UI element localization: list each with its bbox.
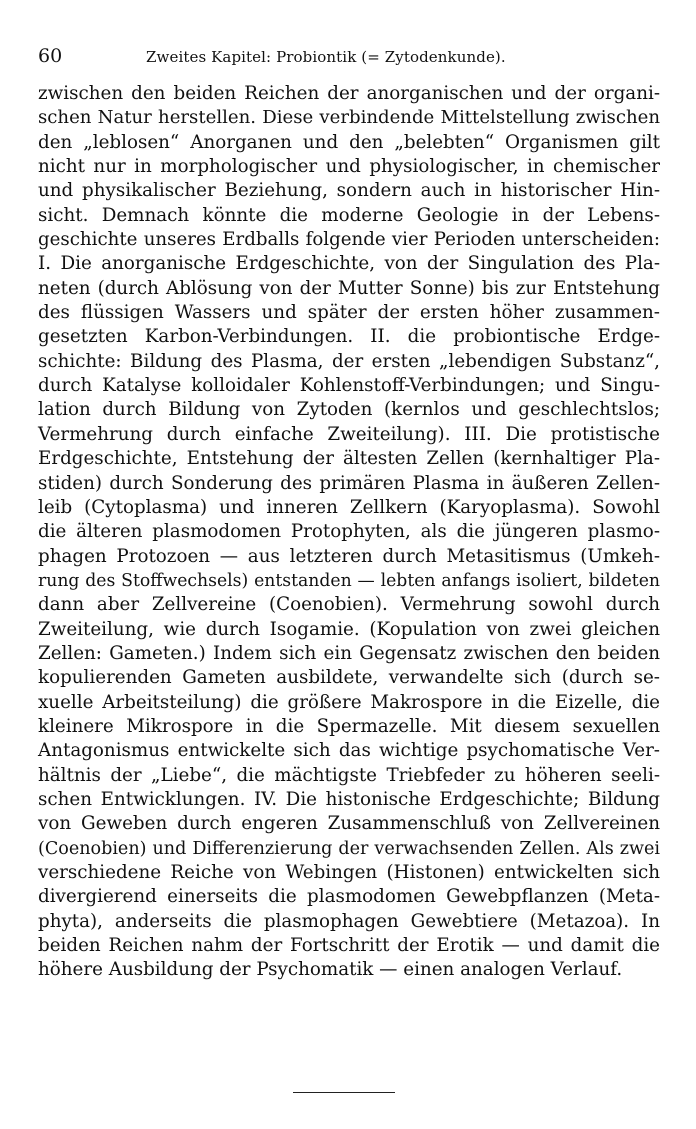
text-line: kleinere Mikrospore in die Spermazelle. Mit diesem sexuellen [38,715,660,737]
text-line: leib (Cytoplasma) und inneren Zellkern (Karyoplasma). Sowohl [38,496,660,518]
text-line: I. Die anorganische Erdgeschichte, von der Singulation des Pla- [38,253,660,275]
text-line: dann aber Zellvereine (Coenobien). Vermehrung sowohl durch [38,594,660,616]
text-line: Zellen: Gameten.) Indem sich ein Gegensatz zwischen den beiden [38,642,660,664]
text-line: zwischen den beiden Reichen der anorganischen und der organi- [38,83,660,104]
text-line: (Coenobien) und Differenzierung der verwachsenden Zellen. Als zwei [38,838,660,859]
text-line: hältnis der „Liebe“, die mächtigste Triebfeder zu höheren seeli- [38,764,660,786]
text-line: sicht. Demnach könnte die moderne Geologie in der Lebens- [38,204,660,226]
text-line: divergierend einerseits die plasmodomen Gewebpflanzen (Meta- [38,886,660,908]
text-line: lation durch Bildung von Zytoden (kernlos und geschlechtslos; [38,399,660,421]
text-line: phyta), anderseits die plasmophagen Gewebtiere (Metazoa). In [38,910,660,932]
text-line: geschichte unseres Erdballs folgende vier Perioden unterscheiden: [38,229,660,251]
running-title: Zweites Kapitel: Probiontik (= Zytodenkunde). [146,48,506,66]
text-line: schichte: Bildung des Plasma, der ersten „lebendigen Substanz“, [38,350,660,372]
page-header [38,44,658,68]
text-line: die älteren plasmodomen Protophyten, als die jüngeren plasmo- [38,521,660,543]
text-line: gesetzten Karbon-Verbindungen. II. die probiontische Erdge- [38,326,660,348]
text-line: Zweiteilung, wie durch Isogamie. (Kopulation von zwei gleichen [38,618,660,640]
text-line: kopulierenden Gameten ausbildete, verwandelte sich (durch se- [38,667,660,689]
text-line: durch Katalyse kolloidaler Kohlenstoff-Verbindungen; und Singu- [38,375,660,397]
body-text [38,82,660,983]
text-line: stiden) durch Sonderung des primären Plasma in äußeren Zellen- [38,472,660,494]
text-line: den „leblosen“ Anorganen und den „belebten“ Organismen gilt [38,131,660,153]
text-line: Antagonismus entwickelte sich das wichtige psychomatische Ver- [38,740,660,762]
text-line: schen Entwicklungen. IV. Die histonische Erdgeschichte; Bildung [38,788,660,810]
text-line: xuelle Arbeitsteilung) die größere Makrospore in die Eizelle, die [38,691,660,713]
text-line: Vermehrung durch einfache Zweiteilung). III. Die protistische [38,423,660,445]
section-divider [293,1092,395,1093]
text-line: rung des Stoffwechsels) entstanden — lebten anfangs isoliert, bildeten [38,570,660,591]
text-line: und physikalischer Beziehung, sondern auch in historischer Hin- [38,180,660,202]
page-number: 60 [38,45,63,67]
text-line: höhere Ausbildung der Psychomatik — einen analogen Verlauf. [38,959,623,981]
text-line: des flüssigen Wassers und später der ersten höher zusammen- [38,302,660,324]
text-line: neten (durch Ablösung von der Mutter Sonne) bis zur Entstehung [38,277,660,299]
text-line: nicht nur in morphologischer und physiologischer, in chemischer [38,156,660,178]
text-line: verschiedene Reiche von Webingen (Histonen) entwickelten sich [38,862,660,883]
text-line: beiden Reichen nahm der Fortschritt der Erotik — und damit die [38,935,660,957]
text-line: von Geweben durch engeren Zusammenschluß von Zellvereinen [38,813,660,835]
text-line: schen Natur herstellen. Diese verbindende Mittelstellung zwischen [38,107,660,129]
text-line: Erdgeschichte, Entstehung der ältesten Zellen (kernhaltiger Pla- [38,448,660,470]
text-line: phagen Protozoen — aus letzteren durch Metasitismus (Umkeh- [38,545,660,567]
